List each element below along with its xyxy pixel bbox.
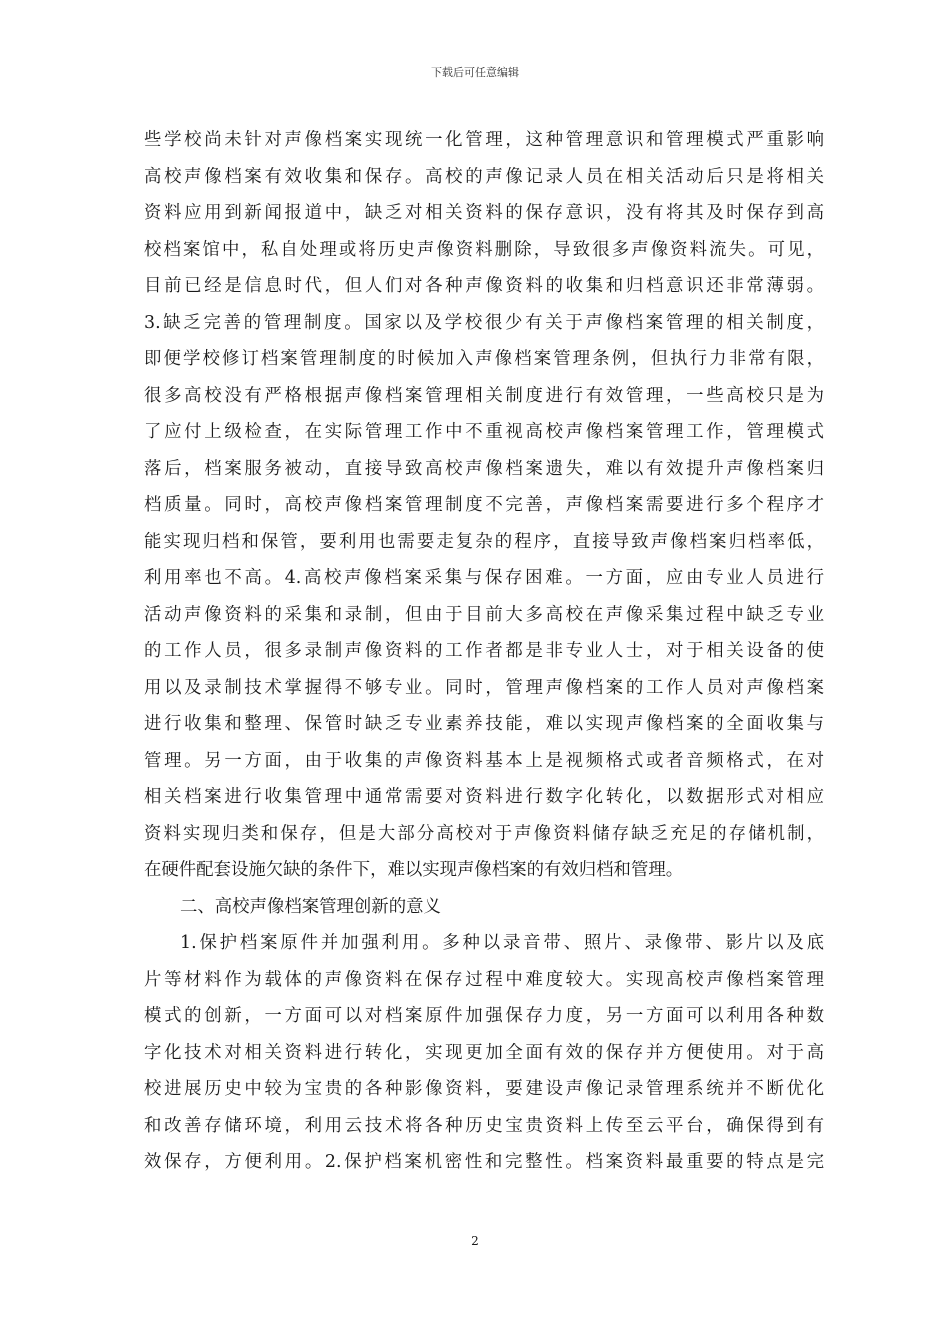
text-line: 和改善存储环境，利用云技术将各种历史宝贵资料上传至云平台，确保得到有 xyxy=(144,1115,824,1136)
text-line: 1.保护档案原件并加强利用。多种以录音带、照片、录像带、影片以及底 xyxy=(180,933,824,953)
text-line: 模式的创新，一方面可以对档案原件加强保存力度，另一方面可以利用各种数 xyxy=(144,1006,824,1026)
text-line: 了应付上级检查，在实际管理工作中不重视高校声像档案管理工作，管理模式 xyxy=(144,422,824,442)
text-line: 3.缺乏完善的管理制度。国家以及学校很少有关于声像档案管理的相关制度， xyxy=(144,312,824,333)
text-line: 利用率也不高。4.高校声像档案采集与保存困难。一方面，应由专业人员进行 xyxy=(144,568,824,588)
text-line: 能实现归档和保管，要利用也需要走复杂的程序，直接导致声像档案归档率低， xyxy=(144,531,824,552)
text-line: 落后，档案服务被动，直接导致高校声像档案遗失，难以有效提升声像档案归 xyxy=(144,458,824,479)
text-line: 很多高校没有严格根据声像档案管理相关制度进行有效管理，一些高校只是为 xyxy=(144,385,824,406)
page-number: 2 xyxy=(471,1234,479,1248)
text-line: 些学校尚未针对声像档案实现统一化管理，这种管理意识和管理模式严重影响 xyxy=(144,130,824,150)
text-line: 资料实现归类和保存，但是大部分高校对于声像资料储存缺乏充足的存储机制， xyxy=(144,823,824,844)
text-line: 高校声像档案有效收集和保存。高校的声像记录人员在相关活动后只是将相关 xyxy=(144,166,824,187)
text-line: 在硬件配套设施欠缺的条件下，难以实现声像档案的有效归档和管理。 xyxy=(144,860,684,880)
text-line: 字化技术对相关资料进行转化，实现更加全面有效的保存并方便使用。对于高 xyxy=(144,1042,824,1063)
text-line: 进行收集和整理、保管时缺乏专业素养技能，难以实现声像档案的全面收集与 xyxy=(144,714,824,734)
text-line: 管理。另一方面，由于收集的声像资料基本上是视频格式或者音频格式，在对 xyxy=(144,750,824,771)
text-line: 校档案馆中，私自处理或将历史声像资料删除，导致很多声像资料流失。可见， xyxy=(144,239,824,260)
text-line: 目前已经是信息时代，但人们对各种声像资料的收集和归档意识还非常薄弱。 xyxy=(144,276,824,296)
text-line: 档质量。同时，高校声像档案管理制度不完善，声像档案需要进行多个程序才 xyxy=(144,495,824,515)
text-line: 即便学校修订档案管理制度的时候加入声像档案管理条例，但执行力非常有限， xyxy=(144,349,824,369)
text-line: 校进展历史中较为宝贵的各种影像资料，要建设声像记录管理系统并不断优化 xyxy=(144,1079,824,1099)
text-line: 的工作人员，很多录制声像资料的工作者都是非专业人士，对于相关设备的使 xyxy=(144,641,824,661)
text-line: 用以及录制技术掌握得不够专业。同时，管理声像档案的工作人员对声像档案 xyxy=(144,677,824,698)
page-header: 下载后可任意编辑 xyxy=(431,66,519,79)
text-line: 活动声像资料的采集和录制，但由于目前大多高校在声像采集过程中缺乏专业 xyxy=(144,604,824,625)
text-line: 片等材料作为载体的声像资料在保存过程中难度较大。实现高校声像档案管理 xyxy=(144,969,824,990)
text-line: 效保存，方便利用。2.保护档案机密性和完整性。档案资料最重要的特点是完 xyxy=(144,1152,824,1172)
section-heading: 二、高校声像档案管理创新的意义 xyxy=(180,896,441,917)
text-line: 相关档案进行收集管理中通常需要对资料进行数字化转化，以数据形式对相应 xyxy=(144,787,824,807)
text-line: 资料应用到新闻报道中，缺乏对相关资料的保存意识，没有将其及时保存到高 xyxy=(144,203,824,223)
body-text xyxy=(144,122,824,1181)
